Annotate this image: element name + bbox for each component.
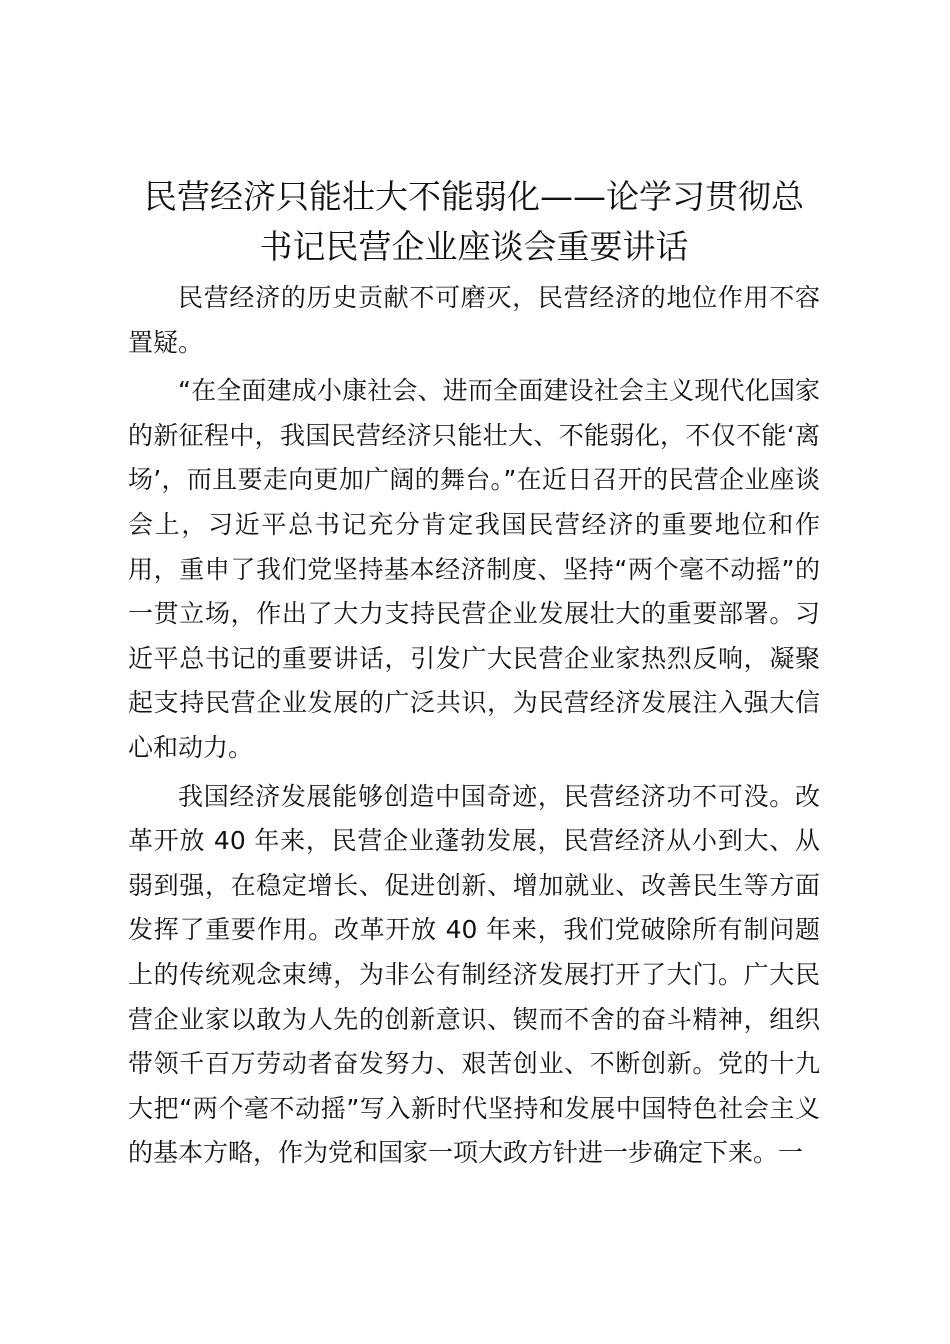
paragraph-1: 民营经济的历史贡献不可磨灭，民营经济的地位作用不容置疑。 (128, 283, 820, 357)
document-title: 民营经济只能壮大不能弱化——论学习贯彻总书记民营企业座谈会重要讲话 (144, 177, 804, 266)
document-body (128, 276, 820, 1176)
paragraph-3: 我国经济发展能够创造中国奇迹，民营经济功不可没。改革开放 40 年来，民营企业蓬勃发展，民营经济从小到大、从弱到强，在稳定增长、促进创新、增加就业、改善民生等方面发挥了重要作用。改革开放 40 年来，我们党破除所有制问题上的传统观念束缚，为非公有制经济发展打开了大门。广大民营企业家以敢为人先的创新意识、锲而不舍的奋斗精神，组织带领千百万劳动者奋发努力、艰苦创业、不断创新。党的十九大把“两个毫不动摇”写入新时代坚持和发展中国特色社会主义的基本方略，作为党和国家一项大政方针进一步确定下来。一 (128, 781, 820, 1168)
document-page (128, 172, 820, 1176)
paragraph-2: “在全面建成小康社会、进而全面建设社会主义现代化国家的新征程中，我国民营经济只能壮大、不能弱化，不仅不能‘离场’，而且要走向更加广阔的舞台。”在近日召开的民营企业座谈会上，习近平总书记充分肯定我国民营经济的重要地位和作用，重申了我们党坚持基本经济制度、坚持“两个毫不动摇”的一贯立场，作出了大力支持民营企业发展壮大的重要部署。习近平总书记的重要讲话，引发广大民营企业家热烈反响，凝聚起支持民营企业发展的广泛共识，为民营经济发展注入强大信心和动力。 (128, 376, 820, 762)
